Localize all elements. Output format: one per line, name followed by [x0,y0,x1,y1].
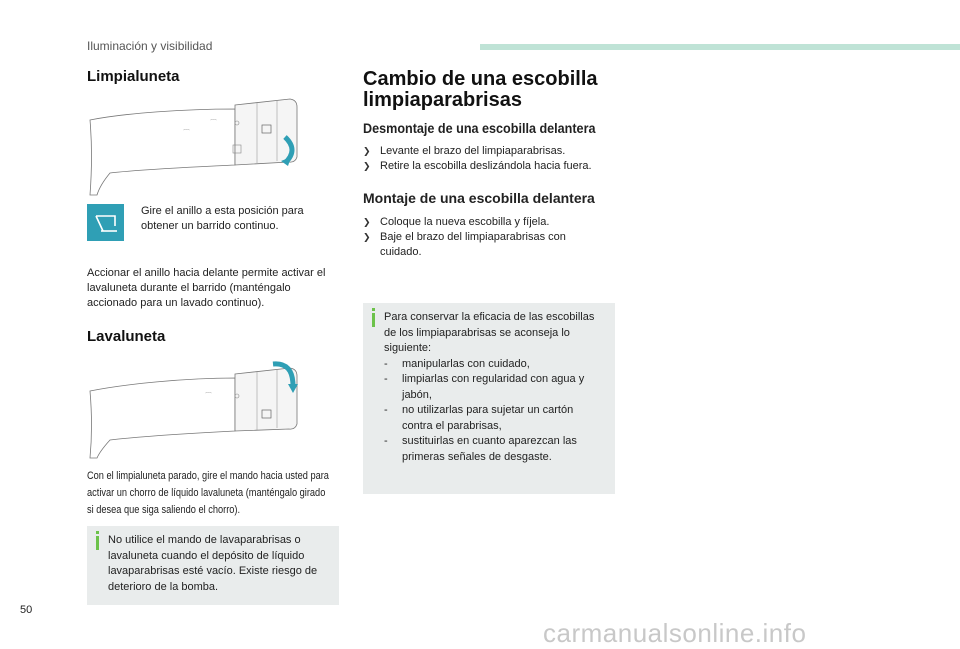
rear-wiper-paragraph: Accionar el anillo hacia delante permite activar el lavaluneta durante el barrido (manténgalo accionado para un lavado continuo). [87,267,326,309]
arrow-bullet-icon: ❯ [363,232,371,242]
rear-wiper-title: Limpialuneta [87,68,180,85]
list-item: - manipularlas con cuidado, [384,357,530,370]
header-bar [480,44,960,50]
removal-steps [363,144,623,174]
list-item: - no utilizarlas para sujetar un cartón contra el parabrisas, [384,404,574,432]
svg-text:⌒: ⌒ [183,130,190,137]
pump-warning-note [87,526,339,605]
info-icon [372,313,375,327]
wiper-glyph-icon [87,204,124,241]
arrow-bullet-icon: ❯ [363,146,371,156]
svg-text:⌒: ⌒ [205,393,212,400]
svg-text:⌒: ⌒ [210,120,217,127]
removal-title: Desmontaje de una escobilla delantera [363,120,596,136]
list-item: - limpiarlas con regularidad con agua y jabón, [384,373,585,401]
rear-washer-title: Lavaluneta [87,328,166,345]
section-title: Iluminación y visibilidad [87,39,213,53]
blade-care-note [363,303,615,494]
wiper-stalk-illustration-1 [85,95,310,200]
blade-care-text: Para conservar la eficacia de las escobillas de los limpiaparabrisas se aconseja lo siguiente: - manipularlas con cuidado, - limpiarlas con regularidad con agua y jabón, - no utilizarlas para sujetar un cartón contra el parabrisas, - sustituirlas en cuanto aparezcan las primeras señales de desgaste. [384,310,606,465]
list-item: ❯ Retire la escobilla deslizándola hacia fuera. [363,160,592,172]
page-number: 50 [20,604,33,616]
blade-change-title: Cambio de una escobilla limpiaparabrisas [363,68,598,111]
fitting-steps [363,215,603,260]
wiper-stalk-illustration-2 [85,356,310,461]
arrow-bullet-icon: ❯ [363,217,371,227]
info-icon [96,536,99,550]
rear-washer-paragraph: Con el limpialuneta parado, gire el mando hacia usted para activar un chorro de líquido lavaluneta (manténgalo girado si desea que siga saliendo el chorro). [87,470,329,516]
list-item: ❯ Levante el brazo del limpiaparabrisas. [363,145,566,157]
watermark: carmanualsonline.info [543,618,807,648]
list-item: ❯ Baje el brazo del limpiaparabrisas con cuidado. [363,231,566,258]
pump-warning-text: No utilice el mando de lavaparabrisas o lavaluneta cuando el depósito de líquido lavaparabrisas esté vacío. Existe riesgo de deterioro de la bomba. [108,534,318,593]
list-item: ❯ Coloque la nueva escobilla y fíjela. [363,216,550,228]
arrow-bullet-icon: ❯ [363,161,371,171]
wiper-icon [87,204,124,241]
fitting-title: Montaje de una escobilla delantera [363,190,595,206]
icon-instruction: Gire el anillo a esta posición para obtener un barrido continuo. [141,205,304,232]
list-item: - sustituirlas en cuanto aparezcan las primeras señales de desgaste. [384,435,577,463]
